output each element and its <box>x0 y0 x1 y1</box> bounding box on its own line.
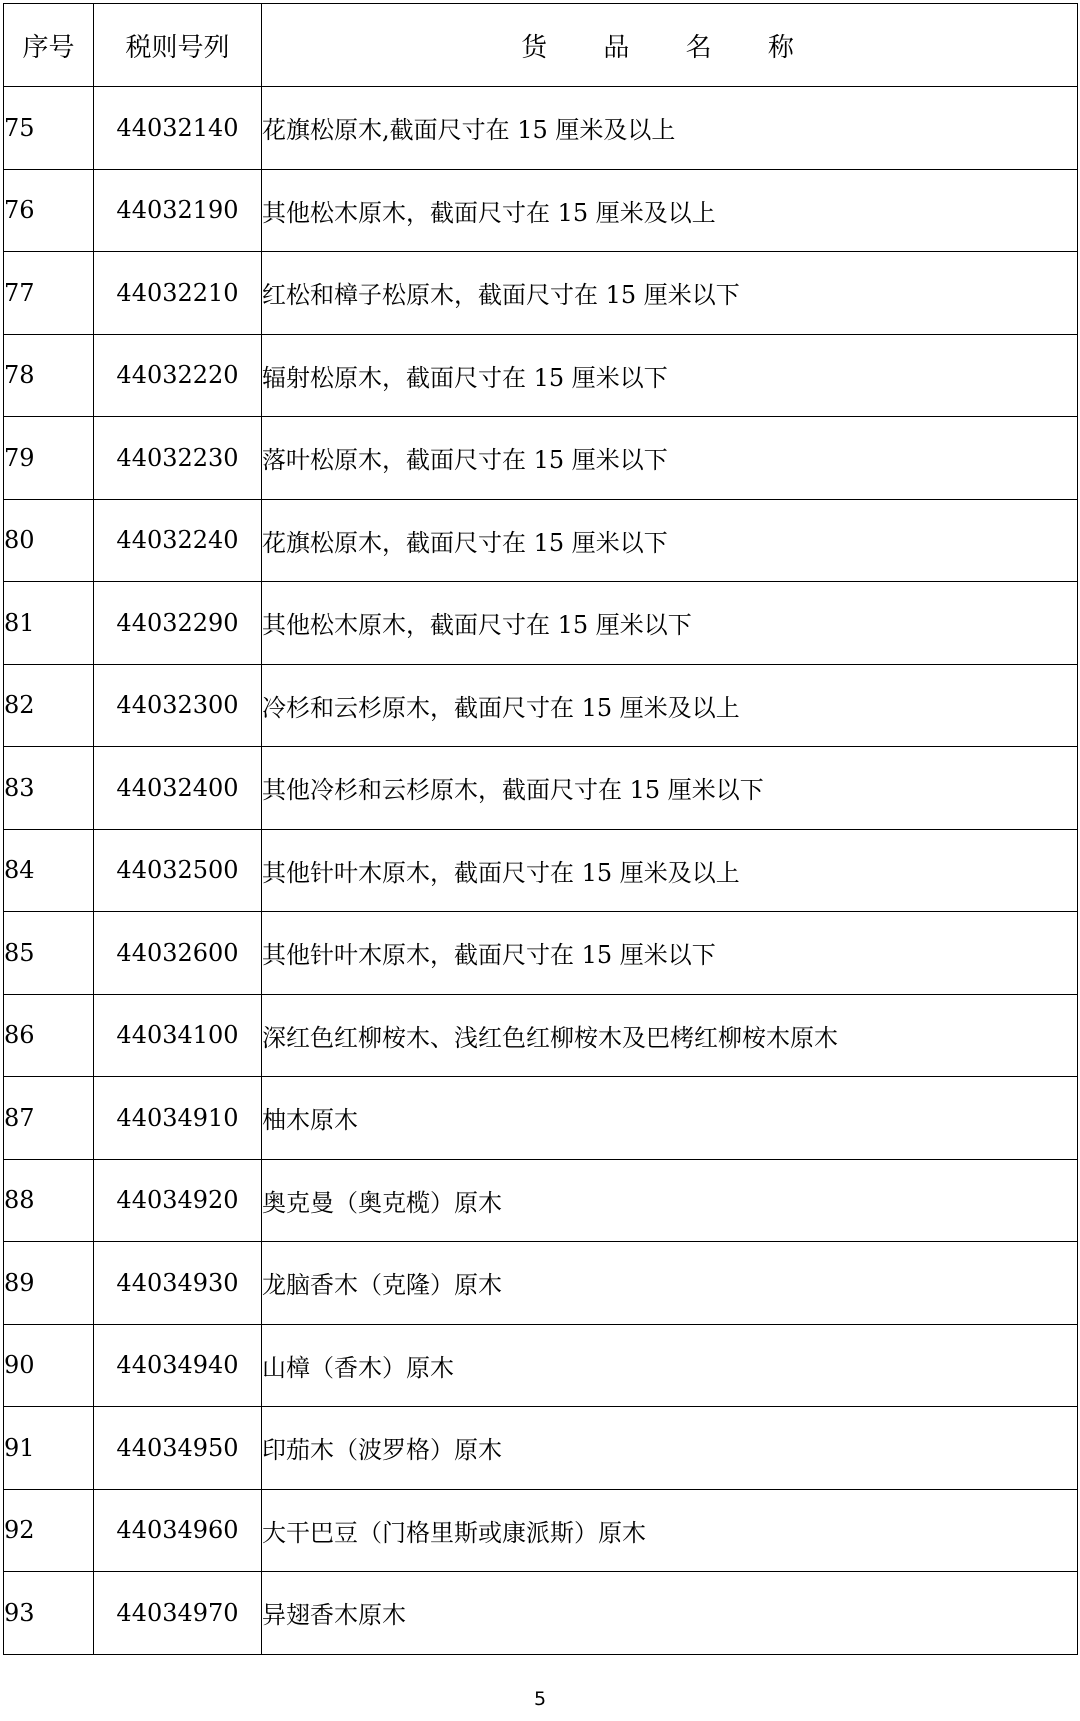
table-row <box>4 1077 1078 1160</box>
table-row <box>4 1407 1078 1490</box>
row-tariff-code: 44032140 <box>94 87 262 170</box>
row-seq: 90 <box>4 1324 94 1407</box>
table-row <box>4 664 1078 747</box>
table-row <box>4 1159 1078 1242</box>
row-seq: 82 <box>4 664 94 747</box>
table-row <box>4 499 1078 582</box>
table-row <box>4 334 1078 417</box>
table-row <box>4 169 1078 252</box>
row-tariff-code: 44034100 <box>94 994 262 1077</box>
page-number: 5 <box>533 1688 547 1710</box>
row-goods-name: 大干巴豆（门格里斯或康派斯）原木 <box>262 1489 1078 1572</box>
row-goods-name: 落叶松原木，截面尺寸在 15 厘米以下 <box>262 417 1078 500</box>
row-tariff-code: 44032600 <box>94 912 262 995</box>
row-goods-name: 红松和樟子松原木，截面尺寸在 15 厘米以下 <box>262 252 1078 335</box>
table-row <box>4 1572 1078 1655</box>
table-body <box>4 87 1078 1655</box>
table-row <box>4 747 1078 830</box>
row-tariff-code: 44034920 <box>94 1159 262 1242</box>
row-seq: 86 <box>4 994 94 1077</box>
row-seq: 81 <box>4 582 94 665</box>
row-seq: 84 <box>4 829 94 912</box>
row-tariff-code: 44032190 <box>94 169 262 252</box>
header-name-label: 货 品 名 称 <box>521 32 818 63</box>
table-row <box>4 829 1078 912</box>
table-row <box>4 252 1078 335</box>
row-seq: 75 <box>4 87 94 170</box>
table-row <box>4 994 1078 1077</box>
row-tariff-code: 44032230 <box>94 417 262 500</box>
table-row <box>4 912 1078 995</box>
header-name <box>262 4 1078 87</box>
row-goods-name: 奥克曼（奥克榄）原木 <box>262 1159 1078 1242</box>
row-goods-name: 其他冷杉和云杉原木，截面尺寸在 15 厘米以下 <box>262 747 1078 830</box>
row-tariff-code: 44032400 <box>94 747 262 830</box>
row-seq: 83 <box>4 747 94 830</box>
row-seq: 91 <box>4 1407 94 1490</box>
row-tariff-code: 44034960 <box>94 1489 262 1572</box>
row-seq: 78 <box>4 334 94 417</box>
row-tariff-code: 44034950 <box>94 1407 262 1490</box>
row-seq: 76 <box>4 169 94 252</box>
row-goods-name: 其他松木原木，截面尺寸在 15 厘米及以上 <box>262 169 1078 252</box>
row-goods-name: 其他松木原木，截面尺寸在 15 厘米以下 <box>262 582 1078 665</box>
row-tariff-code: 44032240 <box>94 499 262 582</box>
row-seq: 79 <box>4 417 94 500</box>
goods-table <box>3 3 1078 1655</box>
table-row <box>4 417 1078 500</box>
row-tariff-code: 44034970 <box>94 1572 262 1655</box>
row-goods-name: 冷杉和云杉原木，截面尺寸在 15 厘米及以上 <box>262 664 1078 747</box>
row-seq: 85 <box>4 912 94 995</box>
row-goods-name: 异翅香木原木 <box>262 1572 1078 1655</box>
row-goods-name: 其他针叶木原木，截面尺寸在 15 厘米以下 <box>262 912 1078 995</box>
row-tariff-code: 44032300 <box>94 664 262 747</box>
row-goods-name: 辐射松原木，截面尺寸在 15 厘米以下 <box>262 334 1078 417</box>
row-tariff-code: 44032290 <box>94 582 262 665</box>
row-seq: 88 <box>4 1159 94 1242</box>
header-code: 税则号列 <box>94 4 262 87</box>
row-goods-name: 山樟（香木）原木 <box>262 1324 1078 1407</box>
row-tariff-code: 44032210 <box>94 252 262 335</box>
row-goods-name: 柚木原木 <box>262 1077 1078 1160</box>
row-goods-name: 深红色红柳桉木、浅红色红柳桉木及巴栲红柳桉木原木 <box>262 994 1078 1077</box>
table-header-row <box>4 4 1078 87</box>
row-seq: 92 <box>4 1489 94 1572</box>
table-row <box>4 1324 1078 1407</box>
table-row <box>4 582 1078 665</box>
row-tariff-code: 44032220 <box>94 334 262 417</box>
row-tariff-code: 44034910 <box>94 1077 262 1160</box>
row-seq: 89 <box>4 1242 94 1325</box>
row-tariff-code: 44032500 <box>94 829 262 912</box>
row-seq: 93 <box>4 1572 94 1655</box>
row-goods-name: 花旗松原木，截面尺寸在 15 厘米以下 <box>262 499 1078 582</box>
row-seq: 87 <box>4 1077 94 1160</box>
table-row <box>4 1242 1078 1325</box>
row-seq: 80 <box>4 499 94 582</box>
table-row <box>4 1489 1078 1572</box>
row-goods-name: 龙脑香木（克隆）原木 <box>262 1242 1078 1325</box>
row-goods-name: 其他针叶木原木，截面尺寸在 15 厘米及以上 <box>262 829 1078 912</box>
row-goods-name: 印茄木（波罗格）原木 <box>262 1407 1078 1490</box>
header-seq: 序号 <box>4 4 94 87</box>
table-row <box>4 87 1078 170</box>
row-tariff-code: 44034930 <box>94 1242 262 1325</box>
row-tariff-code: 44034940 <box>94 1324 262 1407</box>
row-seq: 77 <box>4 252 94 335</box>
row-goods-name: 花旗松原木,截面尺寸在 15 厘米及以上 <box>262 87 1078 170</box>
